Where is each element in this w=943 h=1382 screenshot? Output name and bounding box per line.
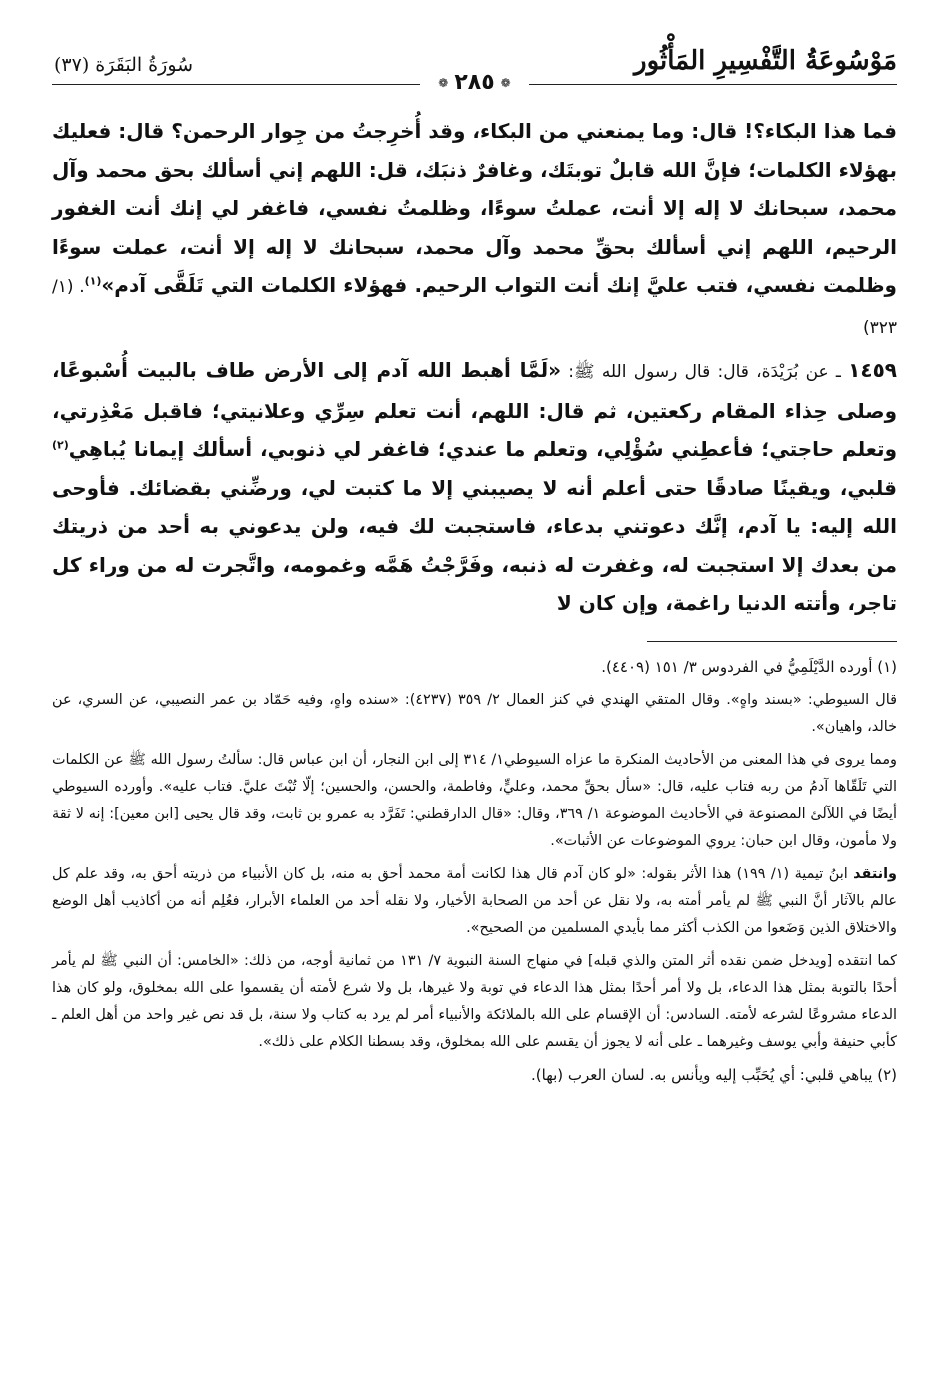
page xyxy=(52,40,897,1089)
footnote-paragraph: قال السيوطي: «بسند واهٍ». وقال المتقي الهندي في كنز العمال ٢/ ٣٥٩ (٤٢٣٧): «سنده واهٍ، وفيه حَمّاد بن عمر النصيبي، عن السري، عن خالد، واهيان». xyxy=(52,691,897,735)
entry-chain: ـ عن بُرَيْدَة، قال: قال رسول الله ﷺ: xyxy=(561,362,849,382)
running-header xyxy=(52,40,897,96)
footnote-lead: كما انتقده xyxy=(837,952,897,969)
footnote-lead: وانتقد xyxy=(853,865,897,882)
surah-label: سُورَةُ البَقَرَة (٣٧) xyxy=(54,54,194,76)
entry-number: ١٤٥٩ xyxy=(848,358,897,382)
ornament-icon: ❁ xyxy=(438,76,449,90)
paragraph-continuation xyxy=(52,112,897,347)
footnotes xyxy=(52,654,897,1089)
footnote-text: [ويدخل ضمن نقده أثر المتن والذي قبله] في منهاج السنة النبوية ٧/ ١٣١ من ثمانية أوجه، من ذلك: «الخامس: أن النبي ﷺ لم يأمر أحدًا بالتوبة بمثل هذا الدعاء، بل ولا أمر أحدًا بمثل هذا الدعاء في توبة ولا غيرها، بل ولا شرع لأمته أن يقسموا على الله بمخلوق، ولو كان هذا الدعاء مشروعًا لشرعه لأمته. السادس: أن الإقسام على الله بالملائكة والأنبياء أمر لم يرد به كتاب ولا سنة، بل قد نص غير واحد من أهل العلم ـ كأبي حنيفة وأبي يوسف وغيرهما ـ على أنه لا يجوز أن يقسم على الله بمخلوق، وقد بسطنا الكلام على ذلك». xyxy=(52,952,897,1050)
main-text xyxy=(52,112,897,623)
page-number-box xyxy=(420,70,528,95)
entry-text: «لَمَّا أهبط الله آدم إلى الأرض طاف بالبيت أُسْبوعًا، وصلى حِذاء المقام ركعتين، ثم قال: اللهم، أنت تعلم سِرِّي وعلانيتي؛ فاقبل مَعْذِرتي، وتعلم حاجتي؛ فأعطِني سُؤْلِي، وتعلم ما عندي؛ فاغفر لي ذنوبي، أسألك إيمانا يُباهِي xyxy=(52,358,897,461)
footnote-separator xyxy=(647,641,897,642)
footnote-text: ابنُ تيمية (١/ ١٩٩) هذا الأثر بقوله: «لو كان آدم قال هذا لكانت أمة محمد أحق به منه، بل كان الأنبياء من ذريته أحق به، وقد علم كل عالم بالآثار أنَّ النبي ﷺ لم يأمر أمته به، ولا نقل عن أحد من الصحابة الأخيار، ولا نقله أحد من العلماء الأبرار، فعُلِم أنه من أكاذيب أهل الوضع والاختلاق الذين وَضَعوا من الكذب أكثر مما بأيدي المسلمين من الصحيح». xyxy=(52,865,897,936)
book-title: مَوْسُوعَةُ التَّفْسِيرِ المَأْثُور xyxy=(634,46,897,76)
page-number: ٢٨٥ xyxy=(454,70,495,95)
footnote-marker: (٢) xyxy=(52,438,69,452)
source-reference: . (١/ ٣٢٣) xyxy=(52,277,897,338)
footnote-paragraph: ومما يروى في هذا المعنى من الأحاديث المنكرة ما عزاه السيوطي١/ ٣١٤ إلى ابن النجار، أن ابن عباس قال: سألتُ رسول الله ﷺ عن الكلمات التي تَلَقّاها آدمُ من ربه فتاب عليه، قال: «سأل بحقِّ محمد، وعليٍّ، وفاطمة، والحسن، والحسين؛ إلّا تُبْتَ عليَّ. فتاب عليه». وأورده السيوطي أيضًا في اللآلئ المصنوعة في الأحاديث الموضوعة ١/ ٣٦٩، وقال: «قال الدارقطني: تَفَرَّد به عمرو بن ثابت، وقد قال يحيى [ابن معين]: إنه لا ثقة ولا مأمون، وقال ابن حبان: يروي الموضوعات عن الأثبات». xyxy=(52,751,897,849)
footnote-paragraph xyxy=(52,948,897,1056)
paragraph-text: فما هذا البكاء؟! قال: وما يمنعني من البكاء، وقد أُخرِجتُ من جِوار الرحمن؟ قال: فعليك بهؤلاء الكلمات؛ فإنَّ الله قابلٌ توبتَك، وغافرٌ ذنبَك، قل: اللهم إني أسألك بحق محمد وآل محمد، سبحانك لا إله إلا أنت، عملتُ سوءًا، وظلمتُ نفسي، فاغفر لي إنك أنت الغفور الرحيم، اللهم إني أسألك بحقِّ محمد وآل محمد، سبحانك لا إله إلا أنت، عملت سوءًا وظلمت نفسي، فتب عليَّ إنك أنت التواب الرحيم. فهؤلاء الكلمات التي تَلَقَّى آدم» xyxy=(52,119,897,297)
footnote-2: (٢) يباهي قلبي: أي يُحَبِّب إليه ويأنس به. لسان العرب (بها). xyxy=(531,1065,897,1084)
hadith-entry xyxy=(52,351,897,623)
footnote-marker: (١) xyxy=(84,274,102,288)
footnote-paragraph xyxy=(52,861,897,942)
footnote-1-head: (١) أورده الدَّيْلَمِيُّ في الفردوس ٣/ ١٥١ (٤٤٠٩). xyxy=(601,657,897,676)
entry-text: قلبي، ويقينًا صادقًا حتى أعلم أنه لا يصيبني إلا ما كتبت لي، ورضِّني بقضائك. فأوحى الله إليه: يا آدم، إنَّك دعوتني بدعاء، فاستجبت لك فيه، ولن يدعوني به أحد من ذريتك من بعدك إلا استجبت له، وغفرت له ذنبه، وفَرَّجْتُ هَمَّه وغمومه، واتَّجرت له من وراء كل تاجر، وأتته الدنيا راغمة، وإن كان لا xyxy=(52,475,897,615)
ornament-icon: ❁ xyxy=(500,76,511,90)
